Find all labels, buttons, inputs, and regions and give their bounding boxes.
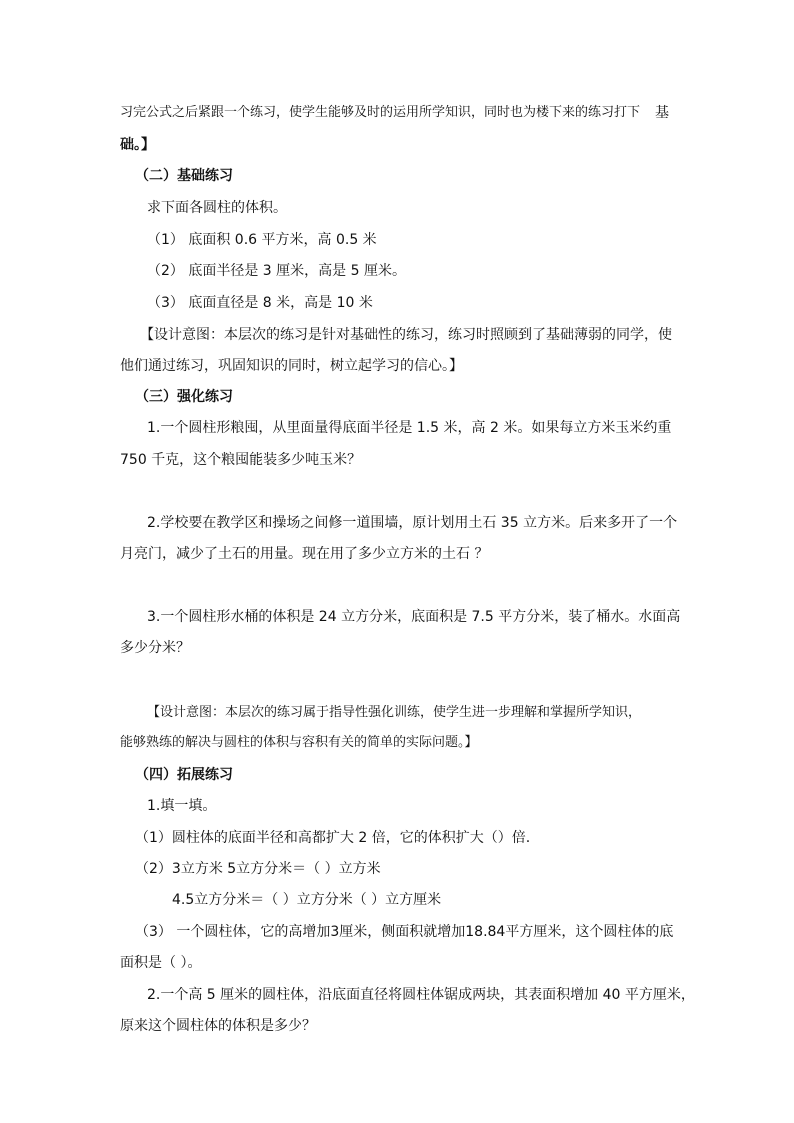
strengthen-q3-line-2: 多少分米？ xyxy=(120,640,190,656)
basic-item-2: （2） 底面半径是 3 厘米，高是 5 厘米。 xyxy=(147,263,406,279)
extend-item-2a: （2）3立方米 5立方分米＝（ ）立方米 xyxy=(135,861,381,877)
intro-line-2: 础。】 xyxy=(120,137,155,153)
basic-design-line-2: 他们通过练习，巩固知识的同时，树立起学习的信心。】 xyxy=(120,358,463,374)
basic-design-line-1: 【设计意图：本层次的练习是针对基础性的练习，练习时照顾到了基础薄弱的同学，使 xyxy=(140,327,672,343)
extend-item-3-line-1: （3） 一个圆柱体，它的高增加3厘米，侧面积就增加18.84平方厘米，这个圆柱体的底 xyxy=(135,924,674,940)
extend-q2-line-2: 原来这个圆柱体的体积是多少？ xyxy=(120,1018,316,1034)
strengthen-heading: （三）强化练习 xyxy=(135,389,233,405)
extend-item-1: （1）圆柱体的底面半径和高都扩大 2 倍，它的体积扩大（）倍. xyxy=(135,830,531,846)
basic-heading: （二）基础练习 xyxy=(135,168,233,184)
extend-item-2b: 4.5立方分米＝（ ）立方分米（ ）立方厘米 xyxy=(172,892,442,908)
extend-heading: （四）拓展练习 xyxy=(135,767,233,783)
strengthen-q2-line-2: 月亮门，减少了土石的用量。现在用了多少立方米的土石 ？ xyxy=(120,546,489,562)
intro-line-1: 习完公式之后紧跟一个练习，使学生能够及时的运用所学知识，同时也为楼下来的练习打下 xyxy=(120,105,641,120)
intro-line-1-tail: 基 xyxy=(655,105,669,121)
extend-fill-title: 1.填一填。 xyxy=(147,798,217,814)
strengthen-design-line-1: 【设计意图：本层次的练习属于指导性强化训练，使学生进一步理解和掌握所学知识， xyxy=(147,705,642,720)
strengthen-design-line-2: 能够熟练的解决与圆柱的体积与容积有关的简单的实际问题。】 xyxy=(120,735,478,750)
strengthen-q1-line-2: 750 千克，这个粮囤能装多少吨玉米？ xyxy=(120,452,362,468)
strengthen-q2-line-1: 2.学校要在教学区和操场之间修一道围墙，原计划用土石 35 立方米。后来多开了一个 xyxy=(147,515,678,531)
extend-item-3-line-2: 面积是（ ）。 xyxy=(120,955,202,971)
extend-q2-line-1: 2.一个高 5 厘米的圆柱体，沿底面直径将圆柱体锯成两块，其表面积增加 40 平方厘米， xyxy=(147,987,695,1003)
basic-prompt: 求下面各圆柱的体积。 xyxy=(147,200,287,216)
strengthen-q3-line-1: 3.一个圆柱形水桶的体积是 24 立方分米，底面积是 7.5 平方分米，装了桶水。水面高 xyxy=(147,609,681,625)
basic-item-1: （1） 底面积 0.6 平方米，高 0.5 米 xyxy=(147,232,377,248)
basic-item-3: （3） 底面直径是 8 米，高是 10 米 xyxy=(147,295,373,311)
strengthen-q1-line-1: 1.一个圆柱形粮囤，从里面量得底面半径是 1.5 米，高 2 米。如果每立方米玉米约重 xyxy=(147,420,672,436)
